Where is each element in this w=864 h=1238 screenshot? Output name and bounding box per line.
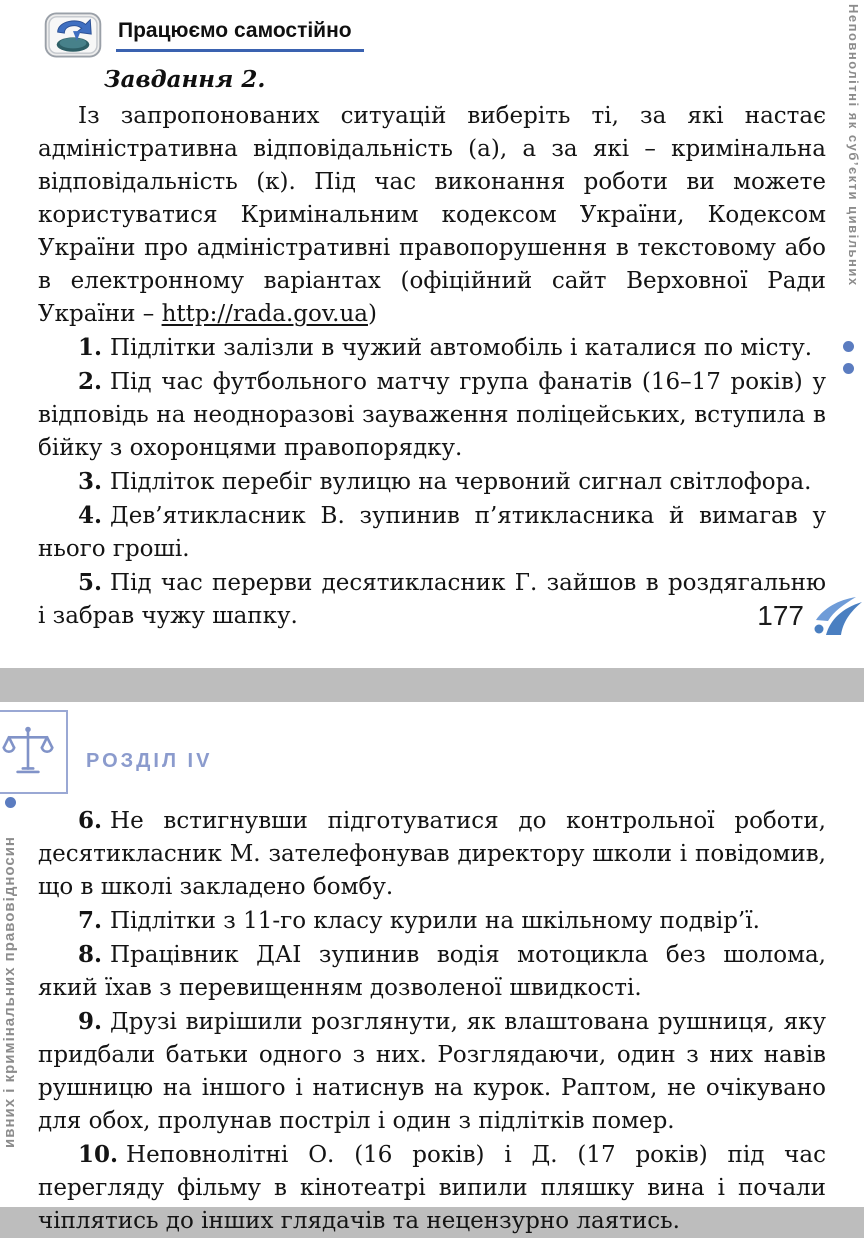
wing-page-marker-icon <box>812 596 864 636</box>
list-item-2 <box>38 365 826 465</box>
rada-gov-link[interactable]: http://rada.gov.ua <box>161 301 368 327</box>
task-intro <box>38 100 826 331</box>
task-body-continued <box>38 804 826 1238</box>
section-header <box>44 12 364 58</box>
item-text: Підлітки залізли в чужий автомобіль і каталися по місту. <box>110 335 813 361</box>
item-text: Друзі вирішили розглянути, як влаштована рушниця, яку придбали батьки одного з них. Розглядаючи, один з них навів рушницю на іншого і натиснув на курок. Раптом, не очікувано для обох, пролунав постріл і один з підлітків помер. <box>38 1009 826 1134</box>
list-item-8 <box>38 938 826 1005</box>
item-text: Під час футбольного матчу група фанатів (16–17 років) у відповідь на неодноразові зауваження поліцейських, вступила в бійку з охоронцями правопорядку. <box>38 369 826 461</box>
item-number: 7. <box>78 907 103 934</box>
list-item-6 <box>38 804 826 904</box>
list-item-5 <box>38 566 826 633</box>
margin-ribbon-right: Неповнолітні як суб’єкти цивільних <box>846 4 861 287</box>
item-number: 9. <box>78 1008 103 1035</box>
item-number: 3. <box>78 468 103 495</box>
item-text: Підлітки з 11-го класу курили на шкільному подвір’ї. <box>110 908 760 934</box>
margin-dot-icon <box>843 363 854 374</box>
section-title: Працюємо самостійно <box>116 19 364 52</box>
computer-task-icon <box>44 12 102 58</box>
list-item-1 <box>38 331 826 365</box>
item-text: Неповнолітні О. (16 років) і Д. (17 років) під час перегляду фільму в кінотеатрі випили пляшку вина і почали чіплятись до інших глядачів та нецензурно лаятись. <box>38 1142 826 1234</box>
item-text: Дев’ятикласник В. зупинив п’ятикласника й вимагав у нього гроші. <box>38 503 826 562</box>
item-number: 10. <box>78 1141 119 1168</box>
margin-dot-icon <box>5 797 16 808</box>
list-item-4 <box>38 499 826 566</box>
list-item-3 <box>38 465 826 499</box>
page-number: 177 <box>757 600 804 631</box>
link-suffix: ) <box>367 301 377 327</box>
item-number: 6. <box>78 807 103 834</box>
task-label: Завдання 2. <box>104 66 266 93</box>
item-number: 1. <box>78 334 103 361</box>
item-number: 5. <box>78 569 103 596</box>
item-text: Підліток перебіг вулицю на червоний сигнал світлофора. <box>110 469 812 495</box>
textbook-page-bottom <box>0 702 864 1234</box>
item-number: 4. <box>78 502 103 529</box>
list-item-10 <box>38 1138 826 1238</box>
list-item-7 <box>38 904 826 938</box>
intro-text: Із запропонованих ситуацій виберіть ті, за які настає адміністративна відповідальність (а), а за які – кримінальна відповідальність (к). Під час виконання роботи ви можете користуватися Кримінальним кодексом України, Кодексом України про адміністративні правопорушення в текстовому або в електронному варіантах (офіційний сайт Верховної Ради України – <box>38 103 826 327</box>
margin-ribbon-left: ивних і кримінальних правовідносин <box>1 836 18 1148</box>
justice-scales-icon <box>2 721 54 783</box>
item-text: Під час перерви десятикласник Г. зайшов в роздягальню і забрав чужу шапку. <box>38 570 826 629</box>
chapter-icon-box <box>0 710 68 794</box>
margin-dot-icon <box>843 341 854 352</box>
chapter-title: РОЗДІЛ IV <box>86 750 213 772</box>
item-number: 2. <box>78 368 103 395</box>
page-footer <box>757 596 864 636</box>
list-item-9 <box>38 1005 826 1138</box>
item-text: Працівник ДАІ зупинив водія мотоцикла без шолома, який їхав з перевищенням дозволеної швидкості. <box>38 942 826 1001</box>
task-body <box>38 100 826 633</box>
item-number: 8. <box>78 941 103 968</box>
item-text: Не встигнувши підготуватися до контрольної роботи, десятикласник М. зателефонував директору школи і повідомив, що в школі закладено бомбу. <box>38 808 826 900</box>
